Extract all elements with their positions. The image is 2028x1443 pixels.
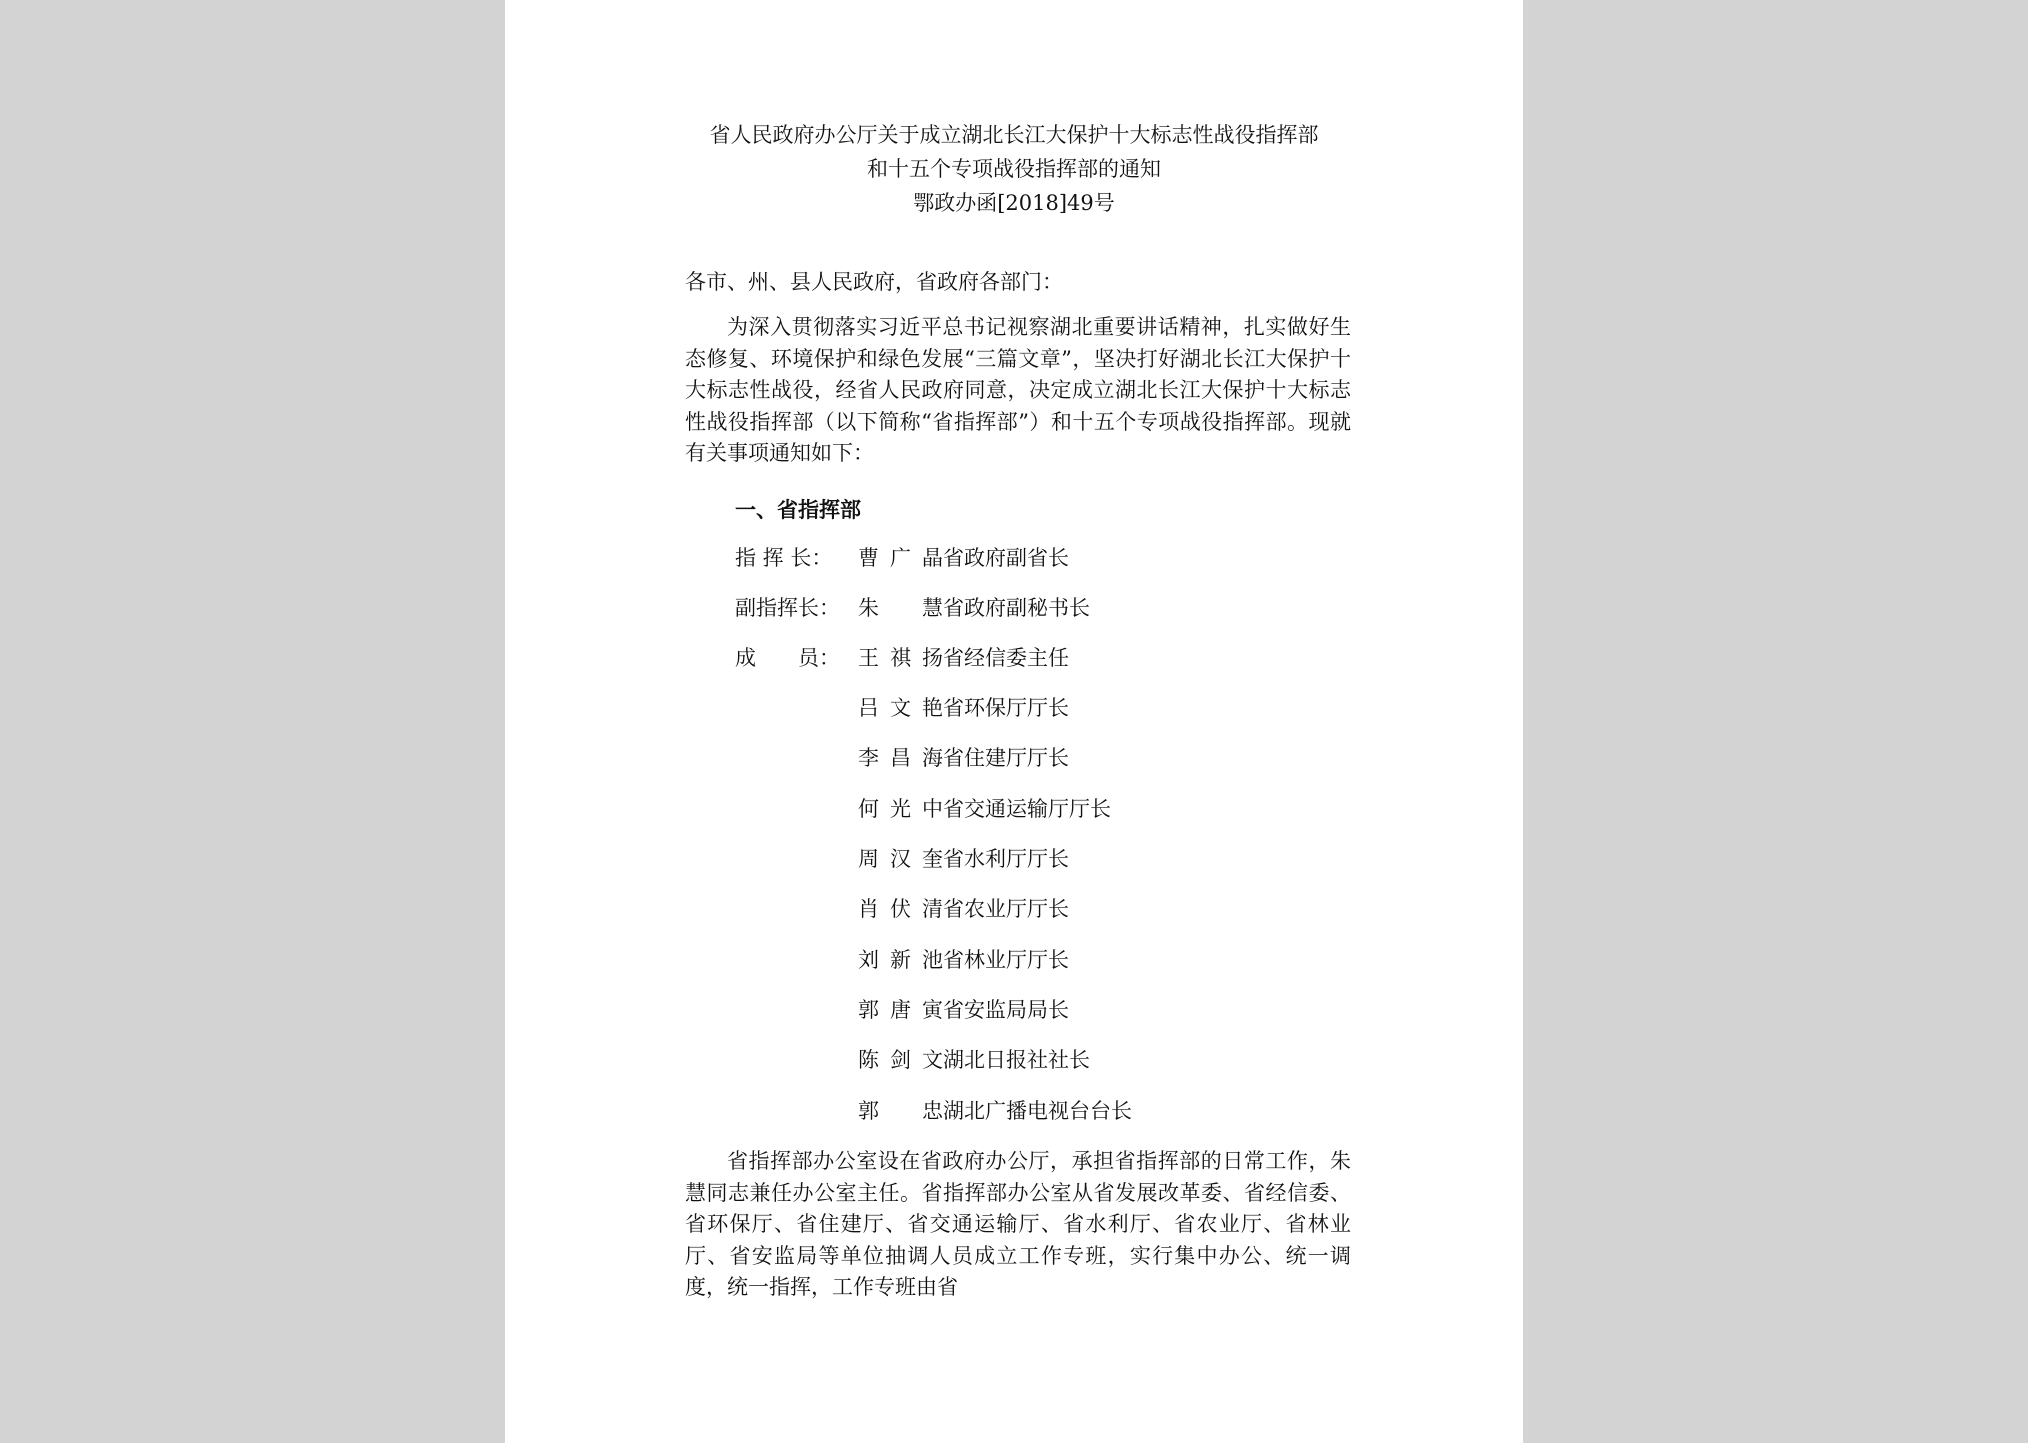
roster-row — [735, 642, 1069, 674]
roster-post: 湖北广播电视台台长 — [943, 1099, 1132, 1123]
roster-post: 省政府副秘书长 — [943, 596, 1090, 620]
roster-row — [735, 893, 1069, 925]
roster-name: 郭唐寅 — [858, 998, 943, 1022]
roster-name: 李昌海 — [858, 746, 943, 770]
roster-name: 何光中 — [858, 797, 943, 821]
roster-role: 成 员： — [735, 646, 840, 670]
title-line-2: 和十五个专项战役指挥部的通知 — [867, 157, 1161, 181]
roster-name: 朱 慧 — [858, 596, 943, 620]
roster-name: 肖伏清 — [858, 897, 943, 921]
roster-post: 省环保厅厅长 — [943, 696, 1069, 720]
roster-role: 副指挥长： — [735, 596, 840, 620]
roster-row — [735, 994, 1069, 1026]
roster-post: 省农业厅厅长 — [943, 897, 1069, 921]
roster-name: 郭 忠 — [858, 1099, 943, 1123]
roster-post: 省政府副省长 — [943, 546, 1069, 570]
office-paragraph: 省指挥部办公室设在省政府办公厅，承担省指挥部的日常工作，朱慧同志兼任办公室主任。省指挥部办公室从省发展改革委、省经信委、省环保厅、省住建厅、省交通运输厅、省水利厅、省农业厅、省林业厅、省安监局等单位抽调人员成立工作专班，实行集中办公、统一调度，统一指挥，工作专班由省 — [685, 1149, 1351, 1299]
roster-post: 省林业厅厅长 — [943, 948, 1069, 972]
roster-row — [735, 542, 1069, 574]
roster-post: 省经信委主任 — [943, 646, 1069, 670]
roster-row — [735, 1095, 1132, 1127]
roster-name: 周汉奎 — [858, 847, 943, 871]
document-page — [505, 0, 1523, 1443]
roster-post: 省交通运输厅厅长 — [943, 797, 1111, 821]
roster-row — [735, 944, 1069, 976]
document-title — [505, 118, 1523, 220]
intro-paragraph: 为深入贯彻落实习近平总书记视察湖北重要讲话精神，扎实做好生态修复、环境保护和绿色发展“三篇文章”，坚决打好湖北长江大保护十大标志性战役，经省人民政府同意，决定成立湖北长江大保护十大标志性战役指挥部（以下简称“省指挥部”）和十五个专项战役指挥部。现就有关事项通知如下： — [685, 315, 1351, 465]
roster-post: 省安监局局长 — [943, 998, 1069, 1022]
roster-post: 湖北日报社社长 — [943, 1048, 1090, 1072]
roster-post: 省水利厅厅长 — [943, 847, 1069, 871]
roster-name: 王祺扬 — [858, 646, 943, 670]
salutation: 各市、州、县人民政府，省政府各部门： — [685, 270, 1063, 294]
roster-name: 刘新池 — [858, 948, 943, 972]
roster-post: 省住建厅厅长 — [943, 746, 1069, 770]
roster-name: 陈剑文 — [858, 1048, 943, 1072]
roster-row — [735, 793, 1111, 825]
section-heading-provincial-command: 一、省指挥部 — [735, 497, 861, 522]
roster-row — [735, 742, 1069, 774]
roster-row — [735, 843, 1069, 875]
document-number: 鄂政办函[2018]49号 — [913, 191, 1115, 215]
roster-role: 指 挥 长： — [735, 546, 833, 570]
roster-name: 吕文艳 — [858, 696, 943, 720]
roster-row — [735, 692, 1069, 724]
title-line-1: 省人民政府办公厅关于成立湖北长江大保护十大标志性战役指挥部 — [709, 123, 1319, 147]
roster-row — [735, 592, 1090, 624]
roster-name: 曹广晶 — [858, 546, 943, 570]
roster-row — [735, 1044, 1090, 1076]
